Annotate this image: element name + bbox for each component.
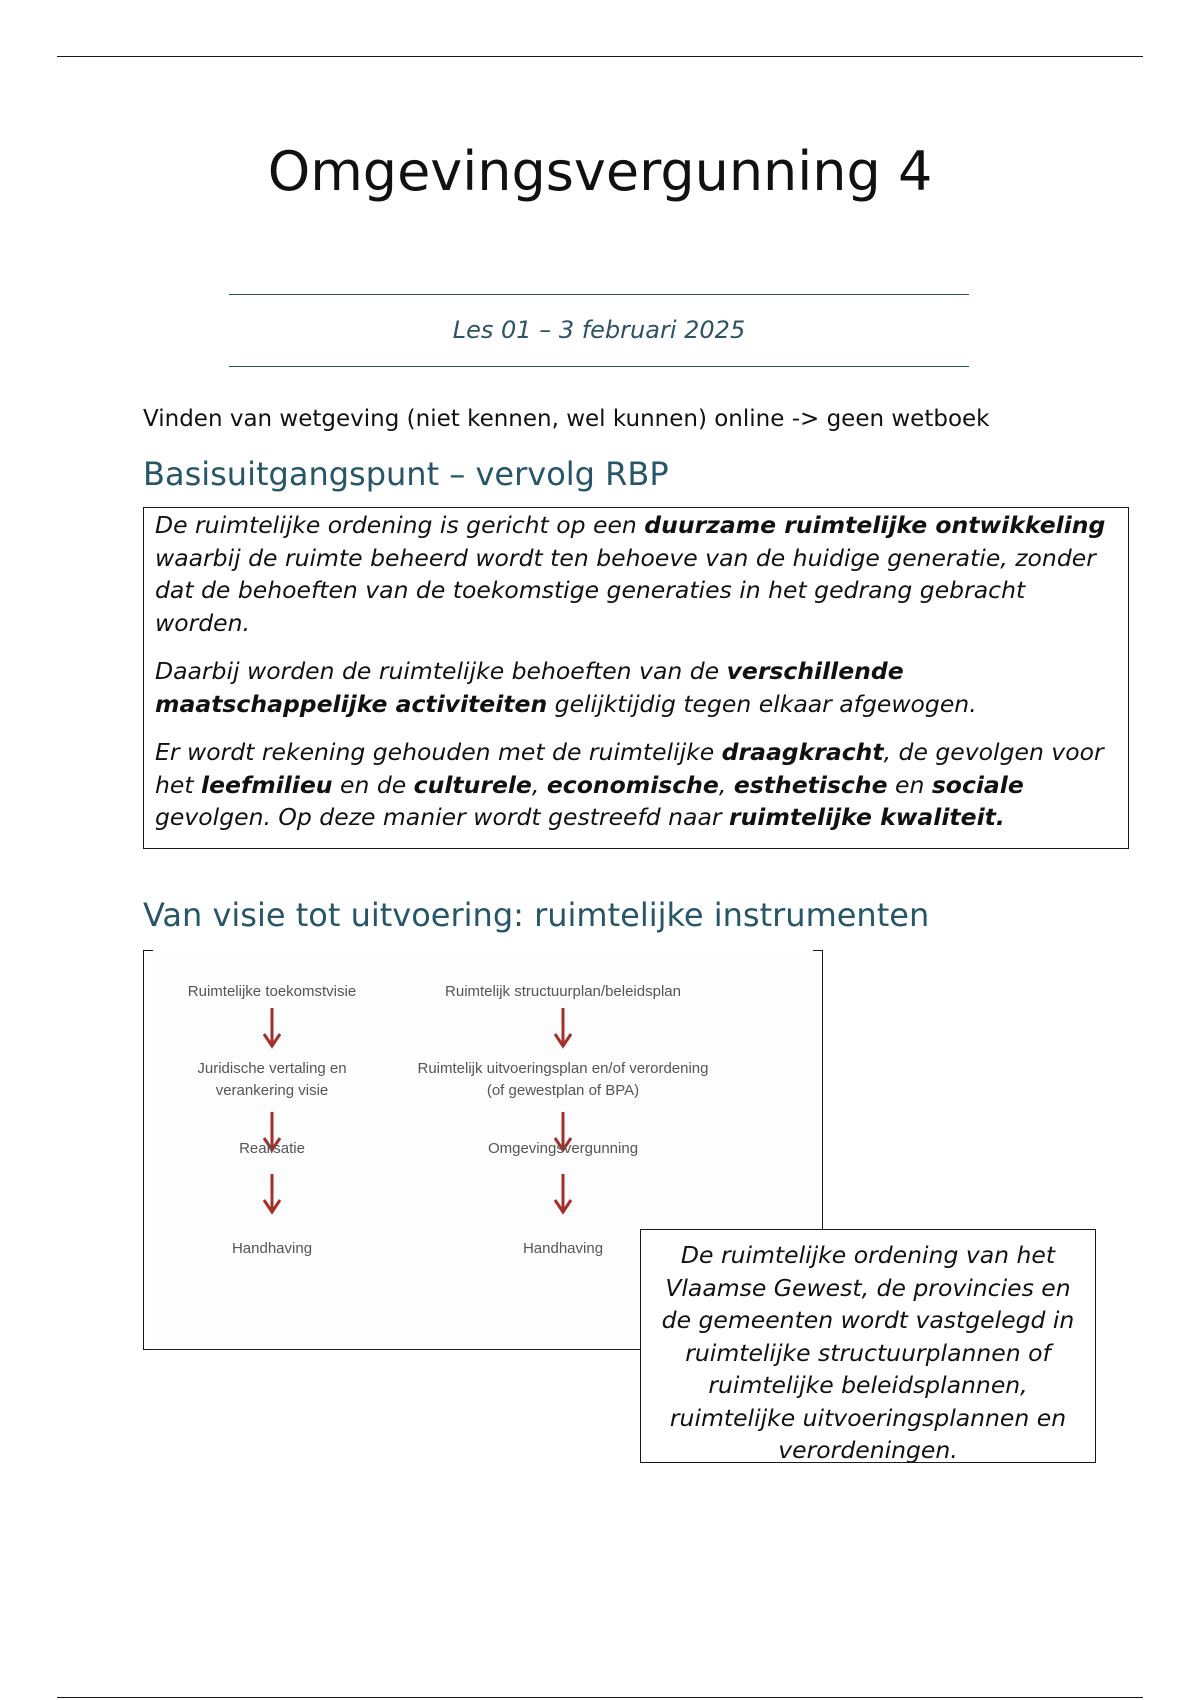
flow-right-step-3: Omgevingsvergunning bbox=[487, 1140, 639, 1157]
down-arrow-icon bbox=[553, 1006, 573, 1050]
flow-right-step-4: Handhaving bbox=[522, 1240, 604, 1257]
flow-right-step-2-line-1: Ruimtelijk uitvoeringsplan en/of verordening bbox=[417, 1060, 709, 1077]
lesson-subtitle: Les 01 – 3 februari 2025 bbox=[452, 316, 746, 344]
intro-text: Vinden van wetgeving (niet kennen, wel kunnen) online -> geen wetboek bbox=[143, 406, 990, 432]
definition-quote-box bbox=[143, 507, 1129, 849]
quote-paragraph-2: Daarbij worden de ruimtelijke behoeften van de verschillende maatschappelijke activiteiten gelijktijdig tegen elkaar afgewogen. bbox=[155, 657, 977, 718]
down-arrow-icon bbox=[553, 1172, 573, 1216]
flow-right-step-2-line-2: (of gewestplan of BPA) bbox=[486, 1082, 640, 1099]
down-arrow-icon bbox=[262, 1006, 282, 1050]
note-text-box: De ruimtelijke ordening van het Vlaamse Gewest, de provincies en de gemeenten wordt vastgelegd in ruimtelijke structuurplannen of ruimtelijke beleidsplannen, ruimtelijke uitvoeringsplannen en verordeningen. bbox=[640, 1229, 1096, 1463]
flow-left-step-1: Ruimtelijke toekomstvisie bbox=[187, 983, 357, 1000]
diagram-corner-left bbox=[143, 950, 153, 951]
page-top-rule bbox=[57, 56, 1143, 57]
section-heading-instrumenten: Van visie tot uitvoering: ruimtelijke instrumenten bbox=[143, 896, 930, 934]
page-bottom-rule bbox=[57, 1697, 1143, 1698]
flow-left-step-4: Handhaving bbox=[231, 1240, 313, 1257]
document-title: Omgevingsvergunning 4 bbox=[267, 140, 933, 203]
diagram-corner-right bbox=[813, 950, 823, 951]
quote-paragraph-3: Er wordt rekening gehouden met de ruimtelijke draagkracht, de gevolgen voor het leefmilieu en de culturele, economische, esthetische en sociale gevolgen. Op deze manier wordt gestreefd naar ruimtelijke kwaliteit. bbox=[155, 738, 1104, 831]
flow-left-step-3: Realisatie bbox=[239, 1140, 305, 1157]
subtitle-rule-top bbox=[229, 294, 969, 295]
flow-right-step-1: Ruimtelijk structuurplan/beleidsplan bbox=[445, 983, 681, 1000]
flow-left-step-2-line-1: Juridische vertaling en bbox=[197, 1060, 347, 1077]
flow-left-step-2-line-2: verankering visie bbox=[215, 1082, 329, 1099]
subtitle-rule-bottom bbox=[229, 366, 969, 367]
quote-paragraph-1: De ruimtelijke ordening is gericht op een duurzame ruimtelijke ontwikkeling waarbij de ruimte beheerd wordt ten behoeve van de huidige generatie, zonder dat de behoeften van de toekomstige generaties in het gedrang gebracht worden. bbox=[155, 511, 1106, 637]
down-arrow-icon bbox=[262, 1172, 282, 1216]
section-heading-basisuitgangspunt: Basisuitgangspunt – vervolg RBP bbox=[143, 455, 669, 493]
